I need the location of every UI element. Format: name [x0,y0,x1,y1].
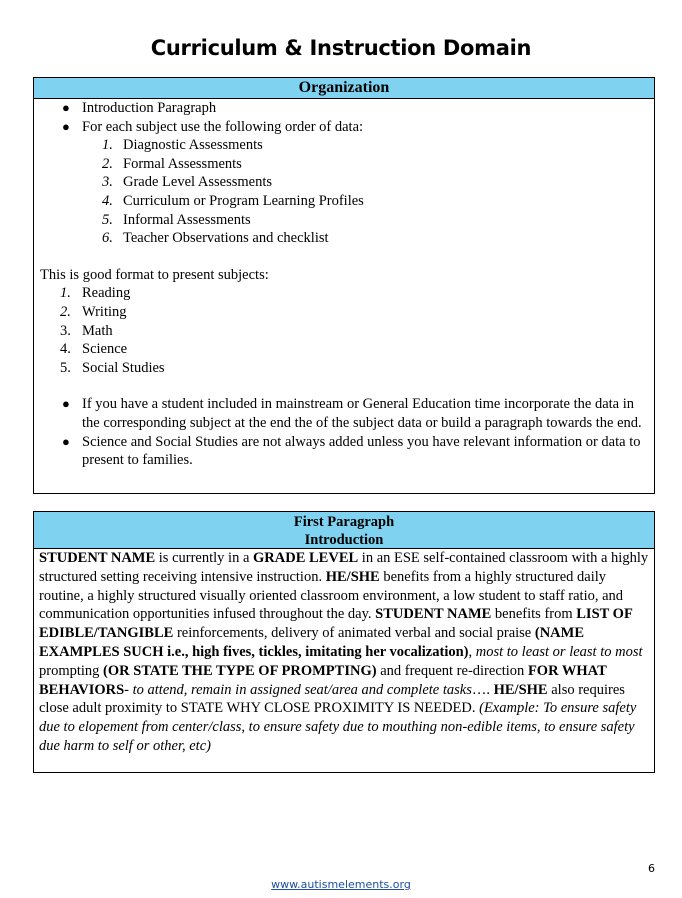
list-item [34,173,654,192]
page-number: 6 [648,862,655,875]
placeholder-text: STUDENT NAME [375,606,492,623]
list-item [34,322,654,341]
subject-list [34,284,654,377]
placeholder-text: GRADE LEVEL [253,550,359,566]
list-item [34,155,654,174]
list-label: Grade Level Assessments [123,174,272,191]
list-number: 1. [102,137,113,154]
body-text: also requires close adult proximity to STATE WHY CLOSE PROXIMITY IS NEEDED. [39,681,625,717]
order-list [34,136,654,248]
organization-box [33,77,655,494]
list-number: 3. [60,322,71,339]
list-label: Science [82,341,128,358]
body-text: reinforcements, delivery of animated verbal and social praise [173,625,535,642]
list-item [34,99,654,118]
list-item [34,303,654,322]
list-item [34,192,654,211]
list-number: 4. [102,192,113,209]
body-text: benefits from [491,606,577,623]
body-text: and frequent re-direction [376,662,528,679]
list-item [34,340,654,359]
bullet-icon: ● [62,118,70,134]
introduction-paragraph [34,549,654,756]
placeholder-text: (OR STATE THE TYPE OF PROMPTING) [103,662,377,679]
bullet-text: Science and Social Studies are not always added unless you have relevant information or data to present to families. [82,433,641,469]
list-label: Teacher Observations and checklist [123,230,329,247]
body-text: benefits from a highly structured daily routine, a highly structured visually oriented classroom environment, a low student to staff ratio, and communication opportunities infused throughout the day. [39,568,624,623]
list-label: Writing [82,303,127,320]
placeholder-text: LIST OF EDIBLE/TANGIBLE [39,606,633,642]
list-label: Diagnostic Assessments [123,137,263,154]
body-text: prompting [39,662,104,679]
body-text: is currently in a [155,550,254,566]
list-label: Curriculum or Program Learning Profiles [123,192,364,209]
list-number: 4. [60,341,71,358]
list-number: 5. [60,359,71,376]
bullet-icon: ● [62,100,70,115]
page-title: Curriculum & Instruction Domain [150,36,532,60]
list-item [34,229,654,248]
placeholder-text: (NAME EXAMPLES SUCH i.e., high fives, tickles, imitating her vocalization) [39,625,584,660]
organization-content [34,99,654,470]
list-item [34,211,654,230]
list-item [34,118,654,137]
list-label: Reading [82,285,131,302]
list-number: 2. [60,303,71,320]
body-text: …. [471,681,494,698]
first-paragraph-box [33,511,655,773]
list-number: 5. [102,211,113,228]
list-label: Informal Assessments [123,211,251,228]
list-item [34,395,654,432]
bullet-text: Introduction Paragraph [82,100,217,116]
list-label: Math [82,322,113,339]
list-number: 1. [60,285,71,302]
list-number: 2. [102,155,113,172]
placeholder-text: STUDENT NAME [39,550,156,566]
placeholder-text: FOR WHAT BEHAVIORS [39,662,607,698]
bullet-icon: ● [62,433,70,449]
organization-header: Organization [34,78,654,99]
bullet-icon: ● [62,396,70,412]
format-intro: This is good format to present subjects: [40,266,269,283]
italic-text: (Example: To ensure safety due to elopement from center/class, to ensure safety due to mouthing non-edible items, to ensure safety due harm to self or other, etc) [39,700,637,754]
italic-text: to attend, remain in assigned seat/area and complete tasks [132,681,472,698]
body-text: - [124,681,133,698]
list-number: 6. [102,230,113,247]
bullet-text: For each subject use the following order of data: [82,118,364,135]
first-paragraph-header [34,512,654,549]
bullet-text: If you have a student included in mainstream or General Education time incorporate the data in the corresponding subject at the end the of the subject data or build a paragraph towards the end. [82,396,642,431]
header-line: Introduction [304,532,384,548]
list-item [34,136,654,155]
body-text: , [468,643,476,660]
italic-text: most to least or least to most [475,643,643,660]
list-item [34,359,654,378]
list-number: 3. [102,174,113,191]
placeholder-text: HE/SHE [325,568,380,585]
footer-link[interactable]: www.autismelements.org [271,878,411,891]
list-item [34,284,654,303]
placeholder-text: HE/SHE [493,681,548,698]
header-line: First Paragraph [293,514,395,530]
body-text: in an ESE self-contained classroom with a highly structured setting receiving intensive instruction. [39,550,649,585]
list-label: Formal Assessments [123,155,242,172]
list-label: Social Studies [82,359,165,376]
list-item [34,433,654,470]
